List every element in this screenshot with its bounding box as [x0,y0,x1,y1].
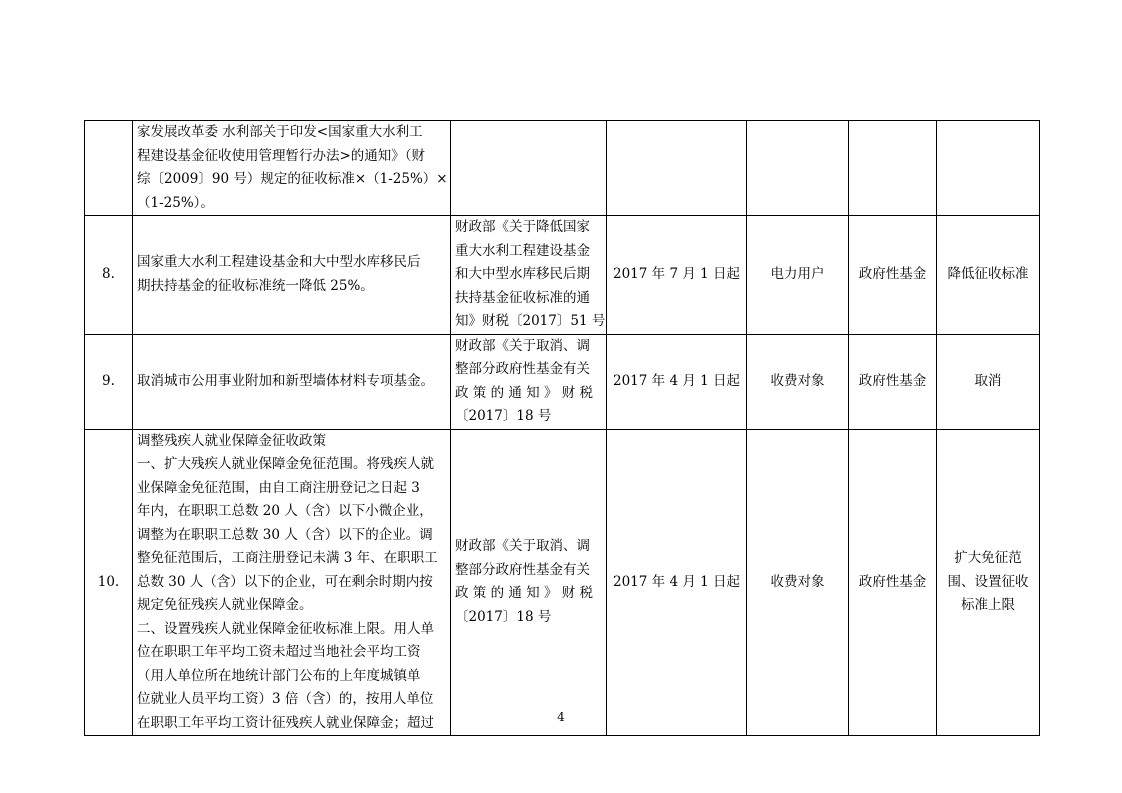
row-number: 10. [85,429,133,736]
content-line: 一、扩大残疾人就业保障金免征范围。将残疾人就 [137,456,434,472]
document-line: 扶持基金征收标准的通 [455,289,590,306]
action-line: 扩大免征范 [954,550,1022,566]
content-line: 调整为在职职工总数 30 人（含）以下的企业。调 [137,526,433,543]
adjustment-method [937,429,1040,736]
content-line: 取消城市公用事业附加和新型墙体材料专项基金。 [137,372,434,389]
page-number: 4 [557,710,565,724]
policy-content [133,121,451,216]
effective-date [607,121,747,216]
document-line: 知》财税〔2017〕51 号 [455,313,606,329]
payer: 收费对象 [747,429,849,736]
action-line: 取消 [974,372,1002,389]
content-line: （1-25%）。 [137,194,214,211]
table-row [85,121,1040,216]
content-line: 整免征范围后，工商注册登记未满 3 年、在职职工 [137,550,438,566]
document-line: 重大水利工程建设基金 [455,242,590,259]
document-line: 整部分政府性基金有关 [455,561,590,578]
table-row [85,216,1040,335]
policy-content [133,334,451,429]
action-line: 降低征收标准 [947,266,1029,282]
action-line: 围、设置征收 [947,573,1029,590]
document-line: 财政部《关于降低国家 [455,219,590,235]
content-line: 规定免征残疾人就业保障金。 [137,597,313,613]
effective-date: 2017 年 4 月 1 日起 [607,429,747,736]
fee-type: 政府性基金 [849,216,937,335]
content-line: （用人单位所在地统计部门公布的上年度城镇单 [137,667,421,684]
table-row [85,334,1040,429]
policy-document [451,121,607,216]
content-line: 年内，在职职工总数 20 人（含）以下小微企业， [137,503,433,519]
content-line: 位在职职工年平均工资未超过当地社会平均工资 [137,644,421,660]
document-line: 政 策 的 通 知 》 财 税 [455,585,594,602]
fee-type: 政府性基金 [849,334,937,429]
table-row [85,429,1040,736]
row-number: 8. [85,216,133,335]
content-line: 总数 30 人（含）以下的企业，可在剩余时期内按 [137,573,433,590]
content-line: 程建设基金征收使用管理暂行办法>的通知》（财 [137,147,426,164]
policy-content [133,216,451,335]
document-line: 政 策 的 通 知 》 财 税 [455,384,594,401]
policy-document [451,216,607,335]
effective-date: 2017 年 4 月 1 日起 [607,334,747,429]
payer: 电力用户 [747,216,849,335]
content-line: 期扶持基金的征收标准统一降低 25%。 [137,277,374,294]
content-line: 在职职工年平均工资计征残疾人就业保障金；超过 [137,714,434,731]
document-line: 〔2017〕18 号 [455,408,552,424]
policy-document [451,334,607,429]
adjustment-method [937,121,1040,216]
fee-type: 政府性基金 [849,429,937,736]
document-line: 整部分政府性基金有关 [455,361,590,377]
content-line: 家发展改革委 水利部关于印发<国家重大水利工 [137,124,423,140]
payer [747,121,849,216]
payer: 收费对象 [747,334,849,429]
content-line: 位就业人员平均工资）3 倍（含）的，按用人单位 [137,691,434,707]
content-line: 调整残疾人就业保障金征收政策 [137,432,326,449]
content-line: 国家重大水利工程建设基金和大中型水库移民后 [137,254,421,271]
policy-document [451,429,607,736]
document-line: 财政部《关于取消、调 [455,538,590,555]
row-number [85,121,133,216]
effective-date: 2017 年 7 月 1 日起 [607,216,747,335]
content-line: 二、设置残疾人就业保障金征收标准上限。用人单 [137,620,434,637]
adjustment-method [937,216,1040,335]
fee-type [849,121,937,216]
adjustment-method [937,334,1040,429]
content-line: 综〔2009〕90 号）规定的征收标准×（1-25%）× [137,171,448,187]
action-line: 标准上限 [961,597,1015,613]
row-number: 9. [85,334,133,429]
document-line: 和大中型水库移民后期 [455,266,590,282]
policy-content [133,429,451,736]
content-line: 业保障金免征范围，由自工商注册登记之日起 3 [137,479,420,496]
document-line: 财政部《关于取消、调 [455,337,590,354]
policy-table [84,120,1040,736]
document-line: 〔2017〕18 号 [455,608,552,625]
